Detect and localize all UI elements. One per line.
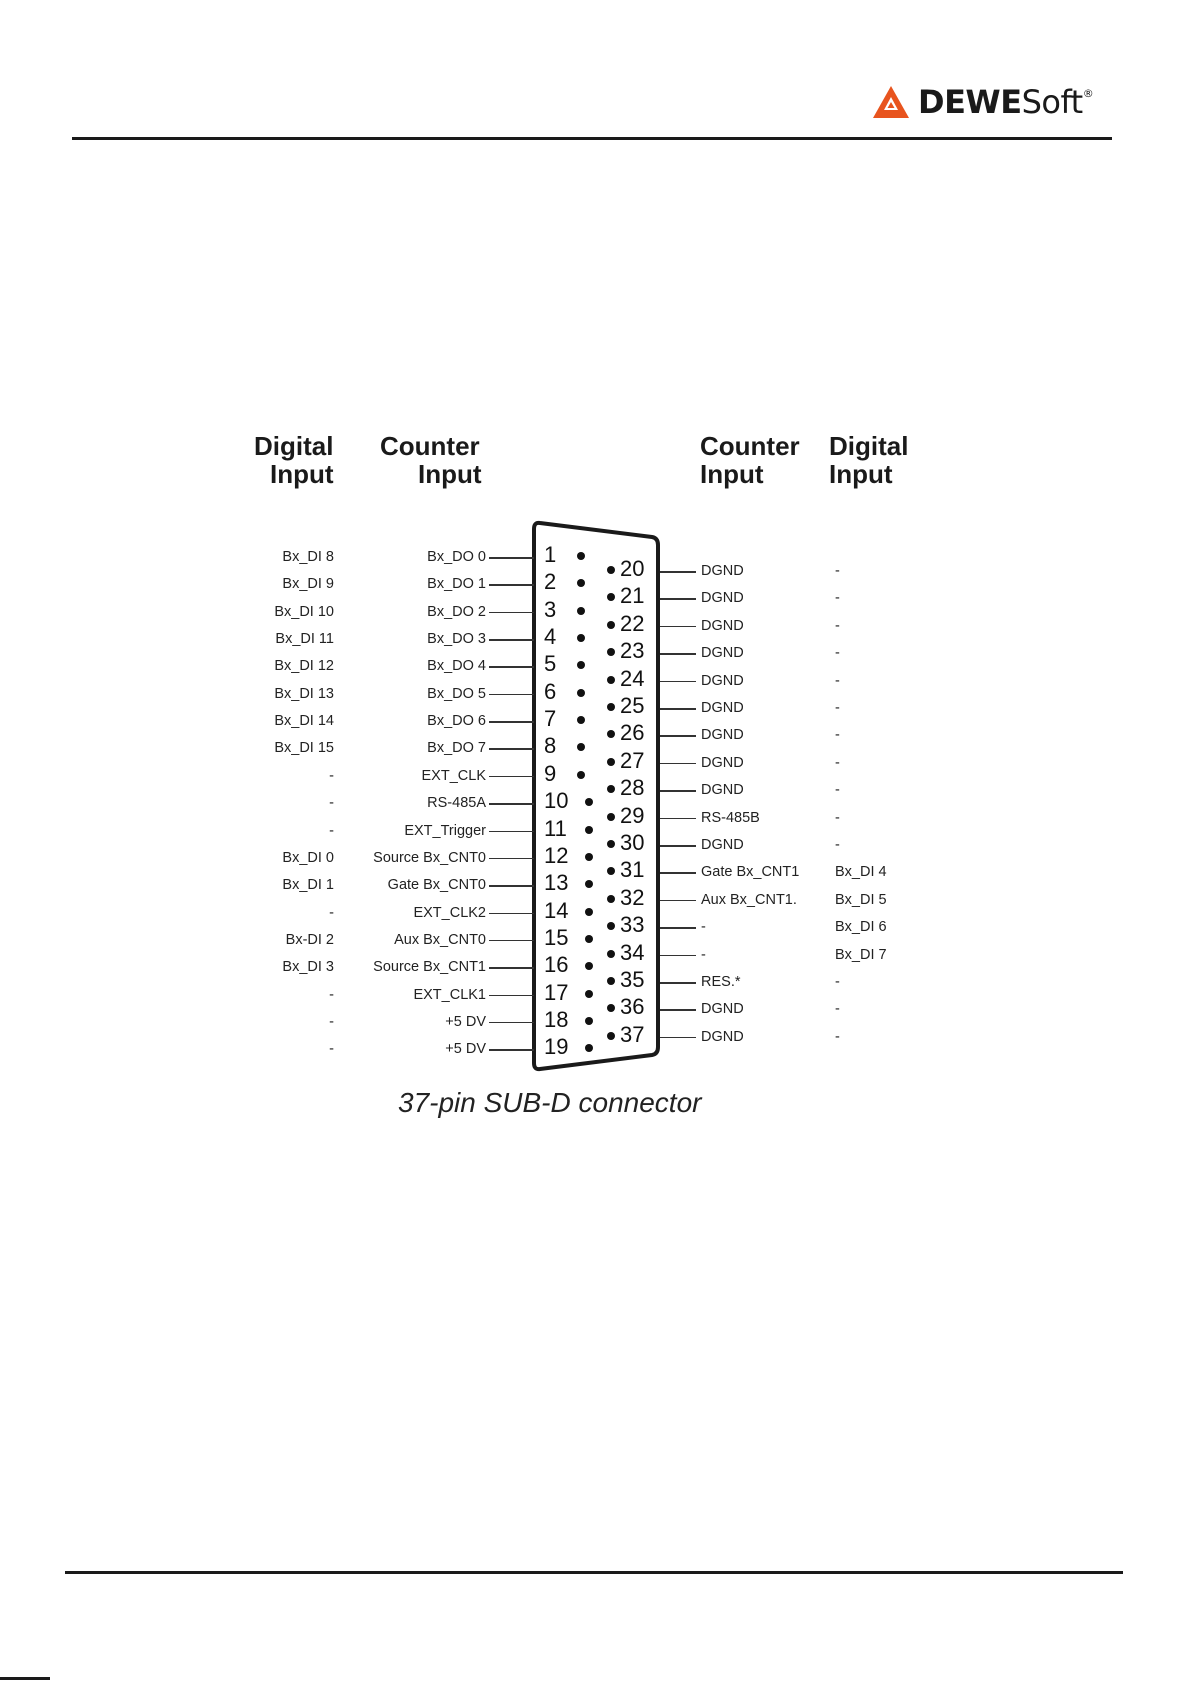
right-digital-label: -	[835, 645, 840, 662]
pin-number: 16	[544, 952, 569, 978]
right-counter-label: DGND	[701, 1001, 744, 1018]
right-digital-label: Bx_DI 4	[835, 864, 887, 881]
left-counter-label: EXT_Trigger	[404, 822, 486, 839]
right-counter-label: DGND	[701, 782, 744, 799]
right-counter-label: Aux Bx_CNT1.	[701, 891, 797, 908]
left-counter-label: Bx_DO 7	[427, 740, 486, 757]
pin-dot	[585, 908, 593, 916]
pin-number: 26	[620, 720, 645, 746]
right-digital-label: Bx_DI 6	[835, 919, 887, 936]
left-counter-label: RS-485A	[427, 795, 486, 812]
left-counter-label: Source Bx_CNT0	[373, 849, 486, 866]
right-counter-label: RES.*	[701, 974, 741, 990]
left-digital-label: Bx_DI 1	[282, 877, 334, 894]
right-counter-label: DGND	[701, 645, 744, 662]
right-digital-label: -	[835, 782, 840, 799]
pin-dot	[585, 935, 593, 943]
pin-number: 22	[620, 610, 645, 636]
left-digital-label: -	[329, 986, 334, 1003]
left-pin-lead	[489, 584, 534, 586]
left-digital-label: Bx_DI 15	[274, 740, 334, 757]
left-pin-lead	[489, 803, 534, 805]
pin-number: 29	[620, 802, 645, 828]
pin-number: 11	[544, 815, 567, 841]
right-pin-lead	[660, 653, 696, 655]
pin-dot	[607, 840, 615, 848]
right-counter-label: RS-485B	[701, 809, 760, 826]
right-counter-label: DGND	[701, 700, 744, 716]
diagram-caption: 37-pin SUB-D connector	[398, 1087, 702, 1118]
right-pin-lead	[660, 708, 696, 710]
left-counter-label: +5 DV	[445, 1013, 486, 1030]
right-digital-label: -	[835, 754, 840, 771]
header-rule	[72, 137, 1112, 140]
pin-dot	[607, 977, 615, 985]
right-pin-lead	[660, 735, 696, 737]
pin-number: 9	[544, 760, 557, 786]
pin-number: 32	[620, 884, 645, 910]
right-counter-label: -	[701, 946, 706, 963]
left-digital-label: Bx_DI 11	[275, 631, 334, 648]
left-counter-label: Bx_DO 0	[427, 549, 486, 565]
pin-number: 6	[544, 678, 557, 704]
left-pin-lead	[489, 940, 534, 942]
left-counter-label: EXT_CLK	[421, 767, 486, 784]
left-pin-lead	[489, 858, 534, 860]
right-pin-lead	[660, 818, 696, 820]
right-pin-lead	[660, 626, 696, 628]
left-pin-lead	[489, 721, 534, 723]
right-digital-label: -	[835, 974, 840, 990]
pin-dot	[607, 676, 615, 684]
pin-number: 23	[620, 638, 645, 664]
right-digital-label: -	[835, 672, 840, 689]
pin-number: 3	[544, 596, 557, 622]
left-counter-label: EXT_CLK1	[413, 986, 486, 1003]
pin-number: 8	[544, 733, 557, 759]
pin-dot	[577, 634, 585, 642]
left-pin-lead	[489, 612, 534, 614]
right-pin-lead	[660, 763, 696, 765]
right-digital-label: Bx_DI 5	[835, 891, 887, 908]
right-pin-lead	[660, 1009, 696, 1011]
left-digital-label: -	[329, 1013, 334, 1030]
right-pin-lead	[660, 982, 696, 984]
pin-number: 13	[544, 870, 569, 896]
left-digital-label: Bx_DI 3	[282, 959, 334, 976]
left-digital-label: Bx-DI 2	[285, 931, 334, 948]
left-pin-lead	[489, 1022, 534, 1024]
pin-dot	[607, 703, 615, 711]
pin-number: 27	[620, 747, 645, 773]
right-counter-label: DGND	[701, 590, 744, 607]
pin-dot	[585, 1017, 593, 1025]
right-digital-label: -	[835, 1028, 840, 1045]
left-digital-label: -	[329, 767, 334, 784]
right-counter-label: DGND	[701, 672, 744, 689]
right-pin-lead	[660, 845, 696, 847]
right-pin-lead	[660, 790, 696, 792]
pin-dot	[577, 689, 585, 697]
left-pin-lead	[489, 885, 534, 887]
pin-dot	[607, 566, 615, 574]
left-digital-label: -	[329, 1041, 334, 1058]
pin-number: 35	[620, 967, 645, 992]
right-digital-label: -	[835, 700, 840, 716]
header-right-counter: Counter Input	[700, 431, 800, 489]
pin-dot	[607, 813, 615, 821]
pin-dot	[585, 990, 593, 998]
right-counter-label: DGND	[701, 617, 744, 634]
pin-dot	[577, 771, 585, 779]
right-counter-label: Gate Bx_CNT1	[701, 864, 800, 881]
pin-number: 21	[620, 583, 645, 609]
left-counter-label: Aux Bx_CNT0	[394, 931, 486, 948]
right-digital-label: -	[835, 563, 840, 579]
right-digital-label: Bx_DI 7	[835, 946, 887, 963]
left-digital-label: Bx_DI 13	[274, 685, 334, 702]
left-digital-label: Bx_DI 10	[274, 603, 334, 620]
pin-number: 31	[620, 857, 645, 883]
left-counter-label: Source Bx_CNT1	[373, 959, 486, 976]
pin-number: 34	[620, 939, 645, 965]
pin-number: 19	[544, 1034, 569, 1060]
pin-number: 24	[620, 665, 645, 691]
header-right-digital: Digital Input	[829, 431, 909, 489]
brand-wordmark: DEWESoft®	[918, 83, 1094, 121]
left-counter-label: EXT_CLK2	[413, 904, 486, 921]
pin-number: 12	[544, 842, 569, 868]
pin-dot	[607, 758, 615, 766]
left-digital-label: -	[329, 795, 334, 812]
pin-dot	[577, 552, 585, 560]
left-counter-label: Bx_DO 5	[427, 685, 486, 702]
right-pin-lead	[660, 872, 696, 874]
right-digital-label: -	[835, 809, 840, 826]
pin-number: 37	[620, 1021, 645, 1047]
left-digital-label: Bx_DI 14	[274, 713, 334, 730]
right-counter-label: DGND	[701, 563, 744, 579]
header-left-digital: Digital Input	[254, 431, 334, 489]
right-pin-lead	[660, 571, 696, 573]
left-digital-label: Bx_DI 8	[282, 549, 334, 565]
right-digital-label: -	[835, 837, 840, 853]
pin-number: 7	[544, 706, 557, 732]
pin-number: 33	[620, 912, 645, 938]
left-counter-label: Bx_DO 6	[427, 713, 486, 730]
right-counter-label: DGND	[701, 1028, 744, 1045]
right-digital-label: -	[835, 1001, 840, 1018]
left-pin-lead	[489, 1049, 534, 1051]
right-pin-lead	[660, 1037, 696, 1039]
left-pin-lead	[489, 694, 534, 696]
pin-number: 28	[620, 775, 645, 801]
pin-number: 18	[544, 1006, 569, 1032]
left-counter-label: Bx_DO 1	[427, 576, 486, 593]
left-digital-label: Bx_DI 9	[282, 576, 334, 593]
right-digital-label: -	[835, 617, 840, 634]
pin-dot	[607, 895, 615, 903]
right-counter-label: DGND	[701, 837, 744, 853]
pin-number: 20	[620, 556, 645, 581]
right-pin-lead	[660, 927, 696, 929]
left-pin-lead	[489, 639, 534, 641]
left-pin-lead	[489, 666, 534, 668]
pin-number: 36	[620, 994, 645, 1020]
right-digital-label: -	[835, 590, 840, 607]
left-counter-label: +5 DV	[445, 1041, 486, 1058]
pin-dot	[607, 1032, 615, 1040]
pin-number: 17	[544, 979, 569, 1005]
pin-number: 10	[544, 788, 569, 814]
left-pin-lead	[489, 557, 534, 559]
pin-dot	[607, 950, 615, 958]
left-counter-label: Bx_DO 4	[427, 658, 486, 675]
pin-dot	[577, 607, 585, 615]
pin-number: 14	[544, 897, 569, 923]
pin-number: 1	[544, 542, 557, 567]
footer-rule	[65, 1571, 1123, 1574]
pin-dot	[585, 826, 593, 834]
right-pin-lead	[660, 681, 696, 683]
right-pin-lead	[660, 900, 696, 902]
left-counter-label: Bx_DO 3	[427, 631, 486, 648]
left-digital-label: -	[329, 822, 334, 839]
right-pin-lead	[660, 598, 696, 600]
left-pin-lead	[489, 831, 534, 833]
footer-strip	[0, 1671, 1193, 1687]
pin-number: 4	[544, 624, 557, 650]
left-pin-lead	[489, 913, 534, 915]
right-counter-label: DGND	[701, 727, 744, 744]
pin-number: 30	[620, 830, 645, 855]
triangle-logo-icon	[872, 85, 910, 119]
left-counter-label: Bx_DO 2	[427, 603, 486, 620]
left-digital-label: -	[329, 904, 334, 921]
left-counter-label: Gate Bx_CNT0	[387, 877, 486, 894]
left-digital-label: Bx_DI 0	[282, 849, 334, 866]
pin-number: 5	[544, 651, 557, 677]
left-pin-lead	[489, 967, 534, 969]
right-counter-label: DGND	[701, 754, 744, 771]
pin-number: 2	[544, 569, 557, 595]
header-left-counter: Counter Input	[380, 431, 482, 489]
pin-number: 15	[544, 924, 569, 950]
left-pin-lead	[489, 995, 534, 997]
pin-dot	[607, 621, 615, 629]
right-pin-lead	[660, 955, 696, 957]
pin-dot	[585, 853, 593, 861]
right-digital-label: -	[835, 727, 840, 744]
left-digital-label: Bx_DI 12	[274, 658, 334, 675]
left-pin-lead	[489, 776, 534, 778]
right-counter-label: -	[701, 919, 706, 936]
left-pin-lead	[489, 748, 534, 750]
pin-number: 25	[620, 693, 645, 718]
dewesoft-logo	[872, 82, 1093, 122]
